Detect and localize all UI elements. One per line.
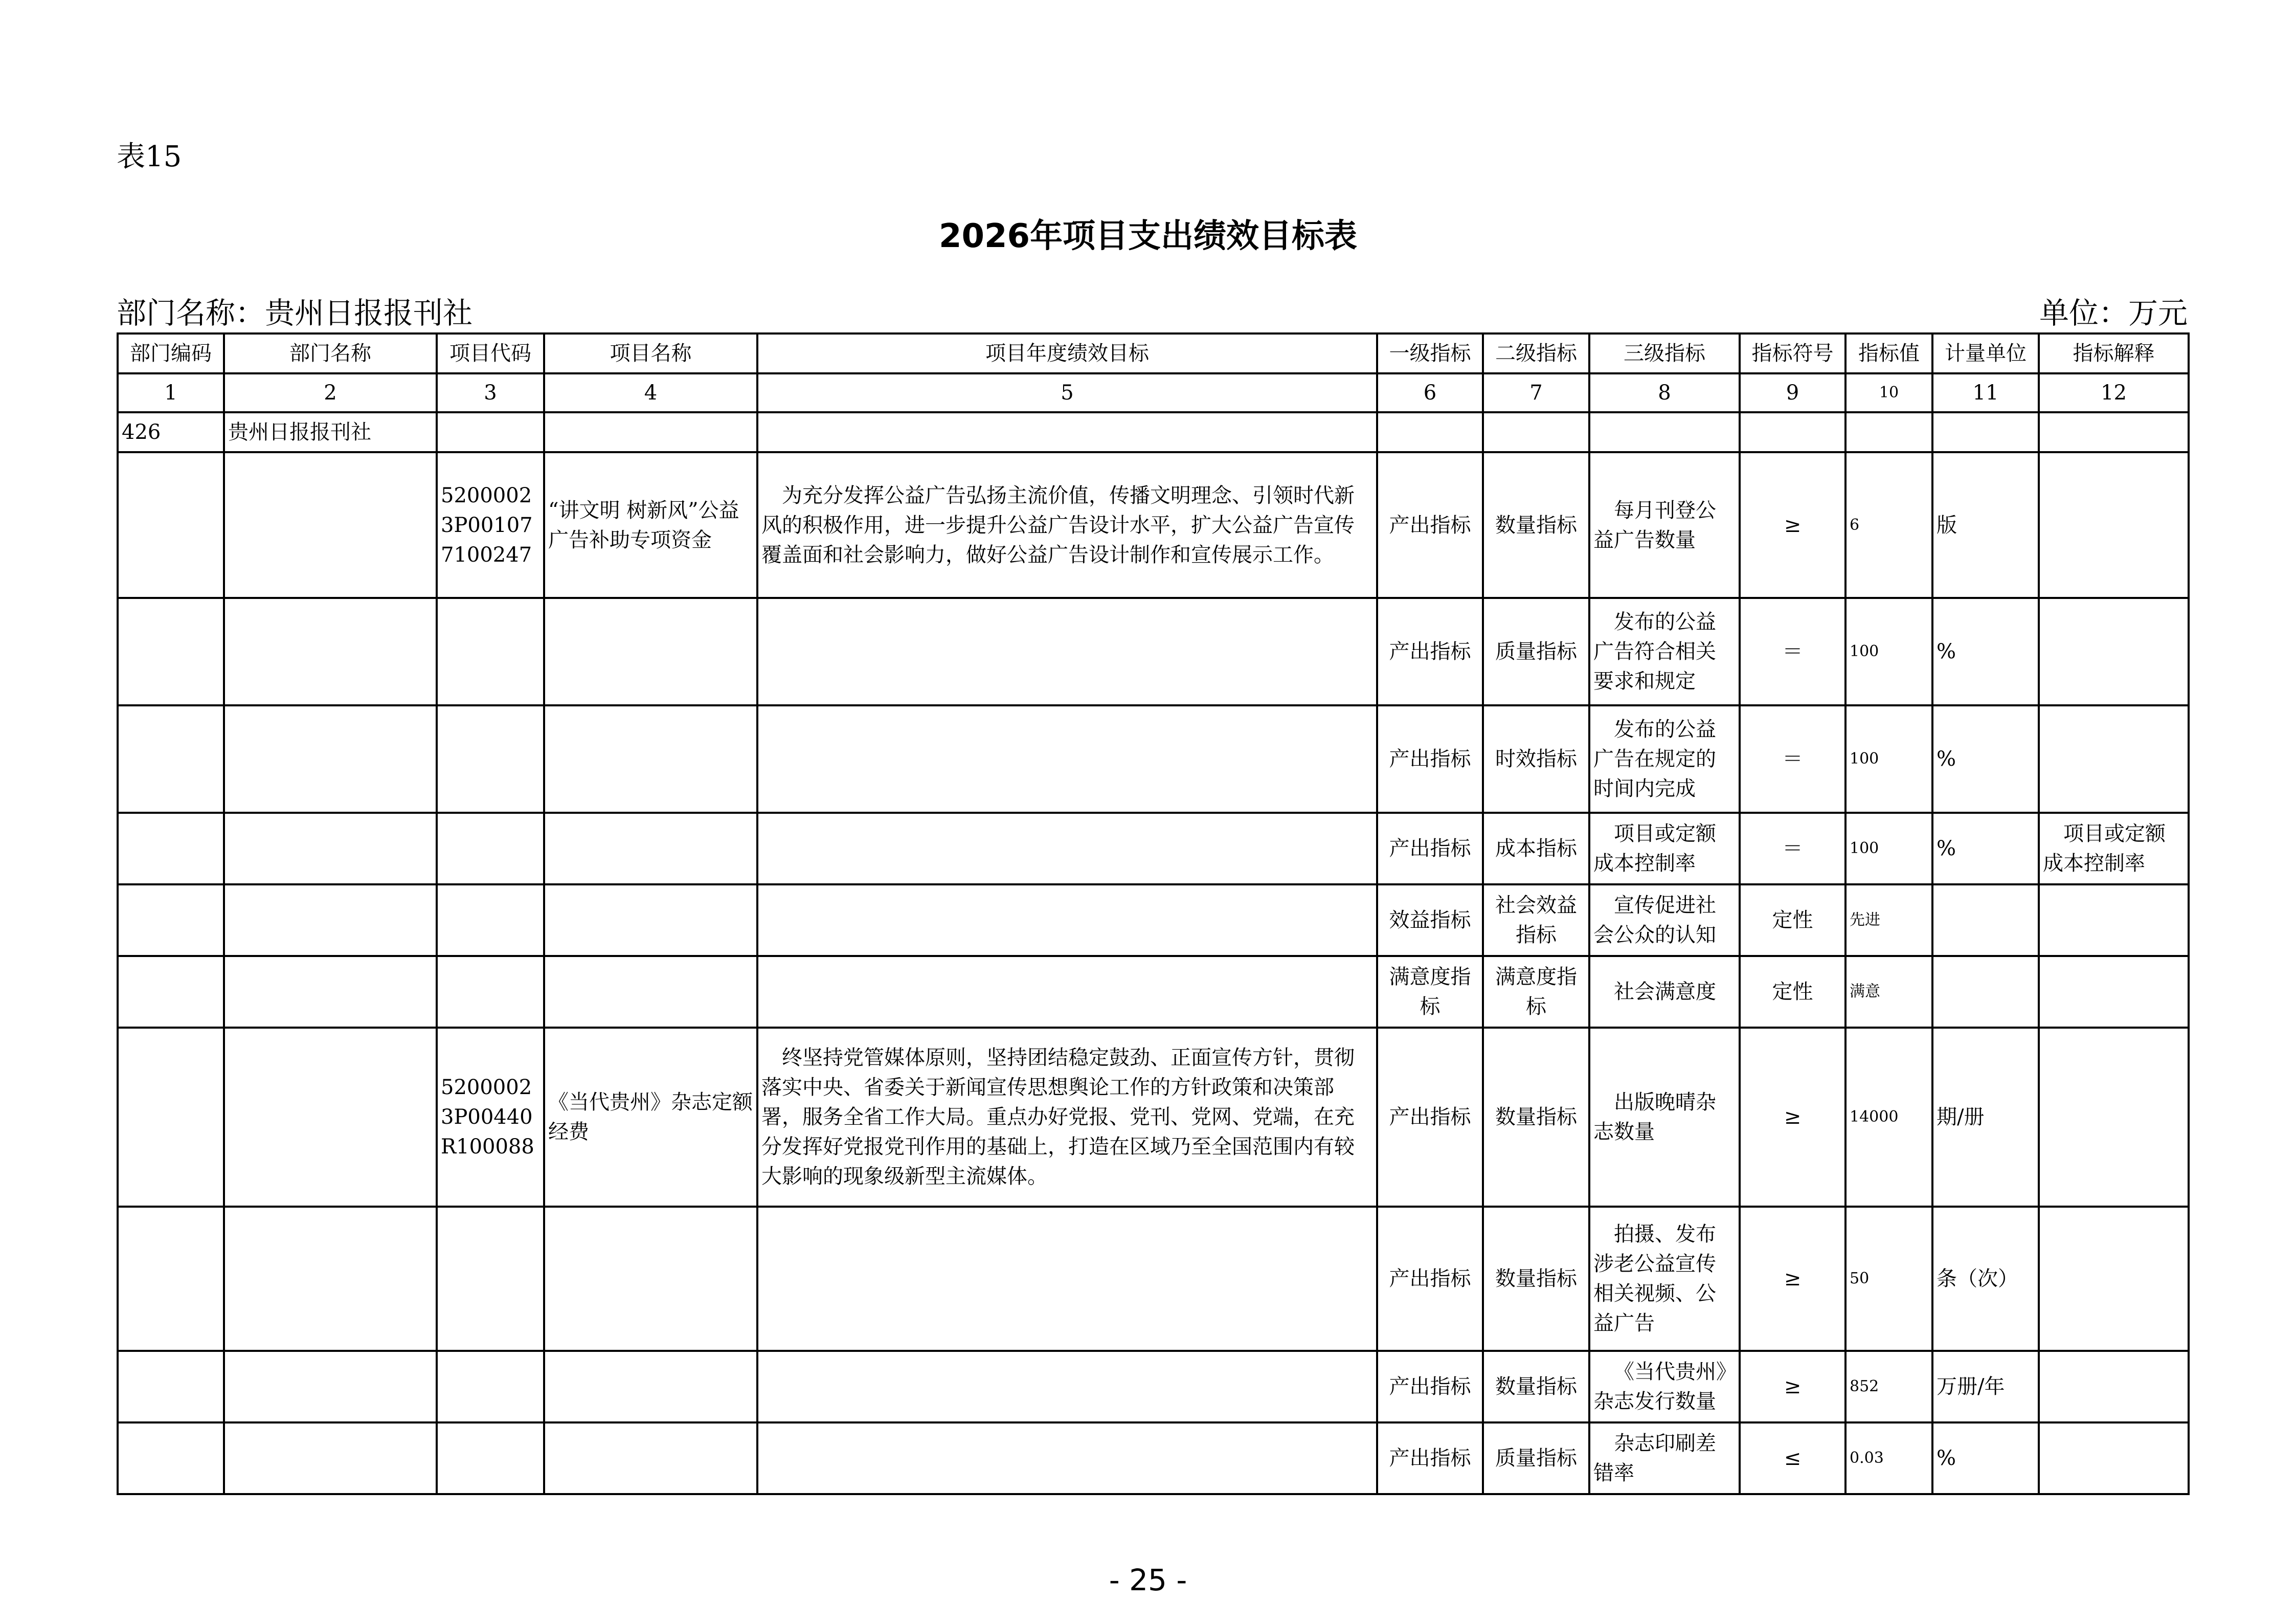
level2-indicator: 时效指标: [1483, 705, 1589, 813]
header-cell: 计量单位: [1932, 333, 2039, 373]
level1-indicator: 产出指标: [1377, 1422, 1483, 1494]
indicator-value: 100: [1845, 598, 1932, 705]
level2-indicator: 成本指标: [1483, 813, 1589, 884]
column-number: 10: [1845, 373, 1932, 412]
level2-indicator: 数量指标: [1483, 1028, 1589, 1207]
empty-cell: [544, 412, 757, 452]
indicator-note: [2039, 1207, 2189, 1351]
empty-cell: [1845, 412, 1932, 452]
indicator-value: 0.03: [1845, 1422, 1932, 1494]
level2-indicator: 质量指标: [1483, 1422, 1589, 1494]
measure-unit: 条（次）: [1932, 1207, 2039, 1351]
empty-cell: [118, 1422, 224, 1494]
empty-cell: [224, 598, 437, 705]
project-name: 《当代贵州》杂志定额经费: [544, 1028, 757, 1207]
level1-indicator: 产出指标: [1377, 1207, 1483, 1351]
measure-unit: [1932, 884, 2039, 956]
indicator-symbol: ＝: [1740, 705, 1845, 813]
indicator-note: [2039, 452, 2189, 598]
header-cell: 指标值: [1845, 333, 1932, 373]
empty-cell: [757, 1207, 1377, 1351]
indicator-row: [118, 452, 2189, 598]
department-code: 426: [118, 412, 224, 452]
measure-unit: %: [1932, 813, 2039, 884]
department-name-line: 部门名称：贵州日报报刊社: [117, 296, 473, 330]
header-cell: 一级指标: [1377, 333, 1483, 373]
level1-indicator: 产出指标: [1377, 705, 1483, 813]
column-number: 11: [1932, 373, 2039, 412]
indicator-value: 先进: [1845, 884, 1932, 956]
column-number: 9: [1740, 373, 1845, 412]
header-cell: 项目年度绩效目标: [757, 333, 1377, 373]
level1-indicator: 满意度指标: [1377, 956, 1483, 1028]
measure-unit: %: [1932, 598, 2039, 705]
indicator-row: [118, 705, 2189, 813]
empty-cell: [118, 705, 224, 813]
project-code: 52000023P001077100247: [437, 452, 544, 598]
empty-cell: [437, 1207, 544, 1351]
empty-cell: [544, 956, 757, 1028]
header-cell: 指标解释: [2039, 333, 2189, 373]
level3-indicator: 宣传促进社会公众的认知: [1589, 884, 1740, 956]
table-label: 表15: [117, 140, 182, 173]
level1-indicator: 产出指标: [1377, 598, 1483, 705]
level3-indicator: 发布的公益广告符合相关要求和规定: [1589, 598, 1740, 705]
column-number: 7: [1483, 373, 1589, 412]
indicator-value: 满意: [1845, 956, 1932, 1028]
indicator-row: [118, 1207, 2189, 1351]
empty-cell: [757, 598, 1377, 705]
header-row: [118, 333, 2189, 373]
empty-cell: [118, 1028, 224, 1207]
level3-indicator: 出版晚晴杂志数量: [1589, 1028, 1740, 1207]
level3-indicator: 每月刊登公益广告数量: [1589, 452, 1740, 598]
indicator-symbol: ≥: [1740, 1351, 1845, 1422]
empty-cell: [544, 884, 757, 956]
empty-cell: [224, 705, 437, 813]
empty-cell: [757, 884, 1377, 956]
empty-cell: [544, 598, 757, 705]
level3-indicator: 发布的公益广告在规定的时间内完成: [1589, 705, 1740, 813]
indicator-row: [118, 598, 2189, 705]
empty-cell: [544, 813, 757, 884]
level1-indicator: 产出指标: [1377, 813, 1483, 884]
empty-cell: [224, 1028, 437, 1207]
indicator-value: 6: [1845, 452, 1932, 598]
indicator-note: [2039, 1422, 2189, 1494]
header-cell: 二级指标: [1483, 333, 1589, 373]
indicator-note: 项目或定额成本控制率: [2039, 813, 2189, 884]
level3-indicator: 社会满意度: [1589, 956, 1740, 1028]
empty-cell: [1589, 412, 1740, 452]
indicator-note: [2039, 598, 2189, 705]
empty-cell: [2039, 412, 2189, 452]
empty-cell: [224, 1422, 437, 1494]
column-number: 5: [757, 373, 1377, 412]
level1-indicator: 产出指标: [1377, 1028, 1483, 1207]
project-goal: 终坚持党管媒体原则，坚持团结稳定鼓劲、正面宣传方针，贯彻落实中央、省委关于新闻宣传思想舆论工作的方针政策和决策部署，服务全省工作大局。重点办好党报、党刊、党网、党端，在充分发挥好党报党刊作用的基础上，打造在区域乃至全国范围内有较大影响的现象级新型主流媒体。: [757, 1028, 1377, 1207]
empty-cell: [757, 412, 1377, 452]
column-number: 4: [544, 373, 757, 412]
empty-cell: [544, 705, 757, 813]
empty-cell: [224, 956, 437, 1028]
indicator-note: [2039, 956, 2189, 1028]
department-name: 贵州日报报刊社: [224, 412, 437, 452]
indicator-row: [118, 1422, 2189, 1494]
level2-indicator: 数量指标: [1483, 452, 1589, 598]
column-number: 12: [2039, 373, 2189, 412]
level3-indicator: 项目或定额成本控制率: [1589, 813, 1740, 884]
project-code: 52000023P00440R100088: [437, 1028, 544, 1207]
empty-cell: [437, 884, 544, 956]
empty-cell: [118, 1351, 224, 1422]
performance-target-table: [117, 332, 2190, 1495]
level1-indicator: 产出指标: [1377, 452, 1483, 598]
level3-indicator: 杂志印刷差错率: [1589, 1422, 1740, 1494]
empty-cell: [757, 705, 1377, 813]
indicator-row: [118, 956, 2189, 1028]
empty-cell: [437, 1351, 544, 1422]
indicator-symbol: ≥: [1740, 452, 1845, 598]
project-name: “讲文明 树新风”公益广告补助专项资金: [544, 452, 757, 598]
empty-cell: [437, 598, 544, 705]
measure-unit: 万册/年: [1932, 1351, 2039, 1422]
level2-indicator: 满意度指标: [1483, 956, 1589, 1028]
level2-indicator: 数量指标: [1483, 1351, 1589, 1422]
measure-unit: 版: [1932, 452, 2039, 598]
level1-indicator: 效益指标: [1377, 884, 1483, 956]
empty-cell: [118, 884, 224, 956]
indicator-row: [118, 884, 2189, 956]
empty-cell: [224, 452, 437, 598]
project-goal: 为充分发挥公益广告弘扬主流价值，传播文明理念、引领时代新风的积极作用，进一步提升公益广告设计水平，扩大公益广告宣传覆盖面和社会影响力，做好公益广告设计制作和宣传展示工作。: [757, 452, 1377, 598]
empty-cell: [224, 1207, 437, 1351]
empty-cell: [224, 1351, 437, 1422]
measure-unit: 期/册: [1932, 1028, 2039, 1207]
column-number: 6: [1377, 373, 1483, 412]
empty-cell: [118, 1207, 224, 1351]
indicator-note: [2039, 884, 2189, 956]
page-number: - 25 -: [1109, 1563, 1187, 1597]
header-cell: 三级指标: [1589, 333, 1740, 373]
header-cell: 部门名称: [224, 333, 437, 373]
page-title: 2026年项目支出绩效目标表: [938, 217, 1358, 255]
level2-indicator: 质量指标: [1483, 598, 1589, 705]
header-cell: 项目代码: [437, 333, 544, 373]
column-number: 2: [224, 373, 437, 412]
indicator-symbol: ＝: [1740, 598, 1845, 705]
indicator-row: [118, 1028, 2189, 1207]
level1-indicator: 产出指标: [1377, 1351, 1483, 1422]
unit-line: 单位：万元: [2039, 296, 2188, 330]
indicator-value: 852: [1845, 1351, 1932, 1422]
department-row: [118, 412, 2189, 452]
indicator-note: [2039, 1351, 2189, 1422]
header-cell: 项目名称: [544, 333, 757, 373]
indicator-symbol: ＝: [1740, 813, 1845, 884]
indicator-symbol: 定性: [1740, 956, 1845, 1028]
indicator-symbol: 定性: [1740, 884, 1845, 956]
header-cell: 部门编码: [118, 333, 224, 373]
level3-indicator: 拍摄、发布涉老公益宣传相关视频、公益广告: [1589, 1207, 1740, 1351]
empty-cell: [544, 1351, 757, 1422]
indicator-row: [118, 813, 2189, 884]
empty-cell: [1483, 412, 1589, 452]
indicator-symbol: ≥: [1740, 1207, 1845, 1351]
empty-cell: [437, 1422, 544, 1494]
indicator-row: [118, 1351, 2189, 1422]
level3-indicator: 《当代贵州》杂志发行数量: [1589, 1351, 1740, 1422]
empty-cell: [544, 1422, 757, 1494]
indicator-note: [2039, 1028, 2189, 1207]
empty-cell: [437, 956, 544, 1028]
header-cell: 指标符号: [1740, 333, 1845, 373]
empty-cell: [437, 705, 544, 813]
measure-unit: %: [1932, 1422, 2039, 1494]
indicator-note: [2039, 705, 2189, 813]
indicator-value: 100: [1845, 705, 1932, 813]
empty-cell: [118, 452, 224, 598]
empty-cell: [118, 813, 224, 884]
empty-cell: [1740, 412, 1845, 452]
column-number-row: [118, 373, 2189, 412]
level2-indicator: 社会效益指标: [1483, 884, 1589, 956]
empty-cell: [757, 813, 1377, 884]
measure-unit: [1932, 956, 2039, 1028]
empty-cell: [757, 956, 1377, 1028]
empty-cell: [1932, 412, 2039, 452]
empty-cell: [757, 1422, 1377, 1494]
empty-cell: [118, 598, 224, 705]
column-number: 3: [437, 373, 544, 412]
indicator-value: 14000: [1845, 1028, 1932, 1207]
measure-unit: %: [1932, 705, 2039, 813]
empty-cell: [118, 956, 224, 1028]
empty-cell: [437, 412, 544, 452]
empty-cell: [1377, 412, 1483, 452]
empty-cell: [757, 1351, 1377, 1422]
indicator-symbol: ≥: [1740, 1028, 1845, 1207]
empty-cell: [224, 884, 437, 956]
indicator-value: 100: [1845, 813, 1932, 884]
empty-cell: [544, 1207, 757, 1351]
level2-indicator: 数量指标: [1483, 1207, 1589, 1351]
indicator-value: 50: [1845, 1207, 1932, 1351]
empty-cell: [437, 813, 544, 884]
column-number: 8: [1589, 373, 1740, 412]
indicator-symbol: ≤: [1740, 1422, 1845, 1494]
empty-cell: [224, 813, 437, 884]
column-number: 1: [118, 373, 224, 412]
